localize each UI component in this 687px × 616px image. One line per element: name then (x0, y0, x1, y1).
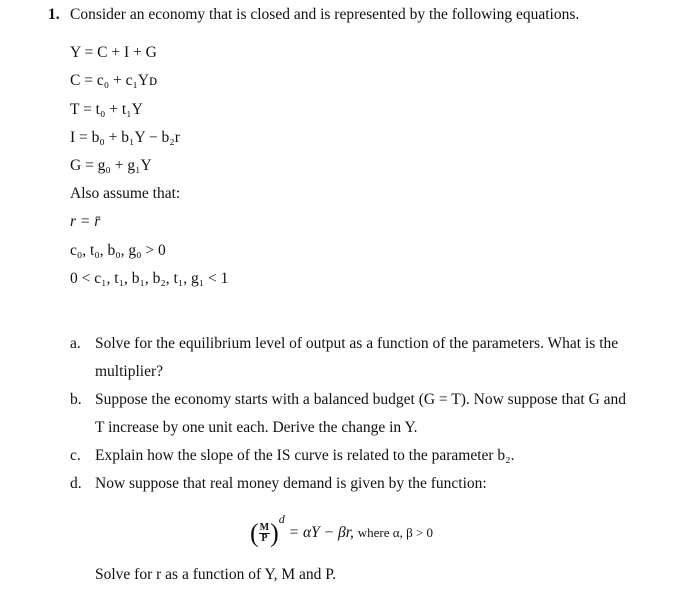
part-a-text-line2: multiplier? (95, 363, 164, 380)
part-d-letter: d. (70, 475, 82, 492)
part-b-text-line1: Suppose the economy starts with a balanced budget (G = T). Now suppose that G and (95, 391, 627, 408)
fraction-numerator: M (259, 521, 270, 533)
equation-consumption: C = c₀ + c₁Yᴅ (70, 72, 158, 89)
part-b-text-line2: T increase by one unit each. Derive the change in Y. (95, 419, 418, 436)
part-c-text: Explain how the slope of the IS curve is related to the parameter b₂. (95, 447, 515, 464)
open-paren-glyph: ( (250, 518, 259, 548)
equation-government: G = g₀ + g₁Y (70, 157, 152, 174)
part-d-text: Now suppose that real money demand is given by the function: (95, 475, 487, 492)
close-paren-glyph: ) (270, 518, 279, 548)
assumption-bounded-params: 0 < c₁, t₁, b₁, b₂, t₁, g₁ < 1 (70, 270, 229, 287)
money-demand-rhs: = αY − βr, (288, 524, 354, 541)
part-a-text-line1: Solve for the equilibrium level of output as a function of the parameters. What is the (95, 335, 619, 352)
assumption-interest-rate: r = r̄ (70, 213, 101, 230)
demand-superscript: d (278, 512, 285, 526)
question-text: Consider an economy that is closed and is represented by the following equations. (70, 6, 580, 23)
final-instruction: Solve for r as a function of Y, M and P. (95, 566, 337, 583)
money-demand-condition: where α, β > 0 (357, 525, 434, 540)
part-b-letter: b. (70, 391, 82, 408)
part-a-letter: a. (70, 335, 81, 352)
real-money-fraction (259, 523, 270, 544)
equation-investment: I = b₀ + b₁Y − b₂r (70, 129, 180, 146)
part-c-letter: c. (70, 447, 81, 464)
equation-output: Y = C + I + G (70, 44, 157, 61)
fraction-denominator: P (261, 532, 268, 544)
assumption-positive-params: c₀, t₀, b₀, g₀ > 0 (70, 242, 166, 259)
question-number: 1. (48, 6, 60, 23)
assume-label: Also assume that: (70, 185, 181, 202)
money-demand-equation (250, 512, 433, 548)
equation-taxes: T = t₀ + t₁Y (70, 101, 143, 118)
